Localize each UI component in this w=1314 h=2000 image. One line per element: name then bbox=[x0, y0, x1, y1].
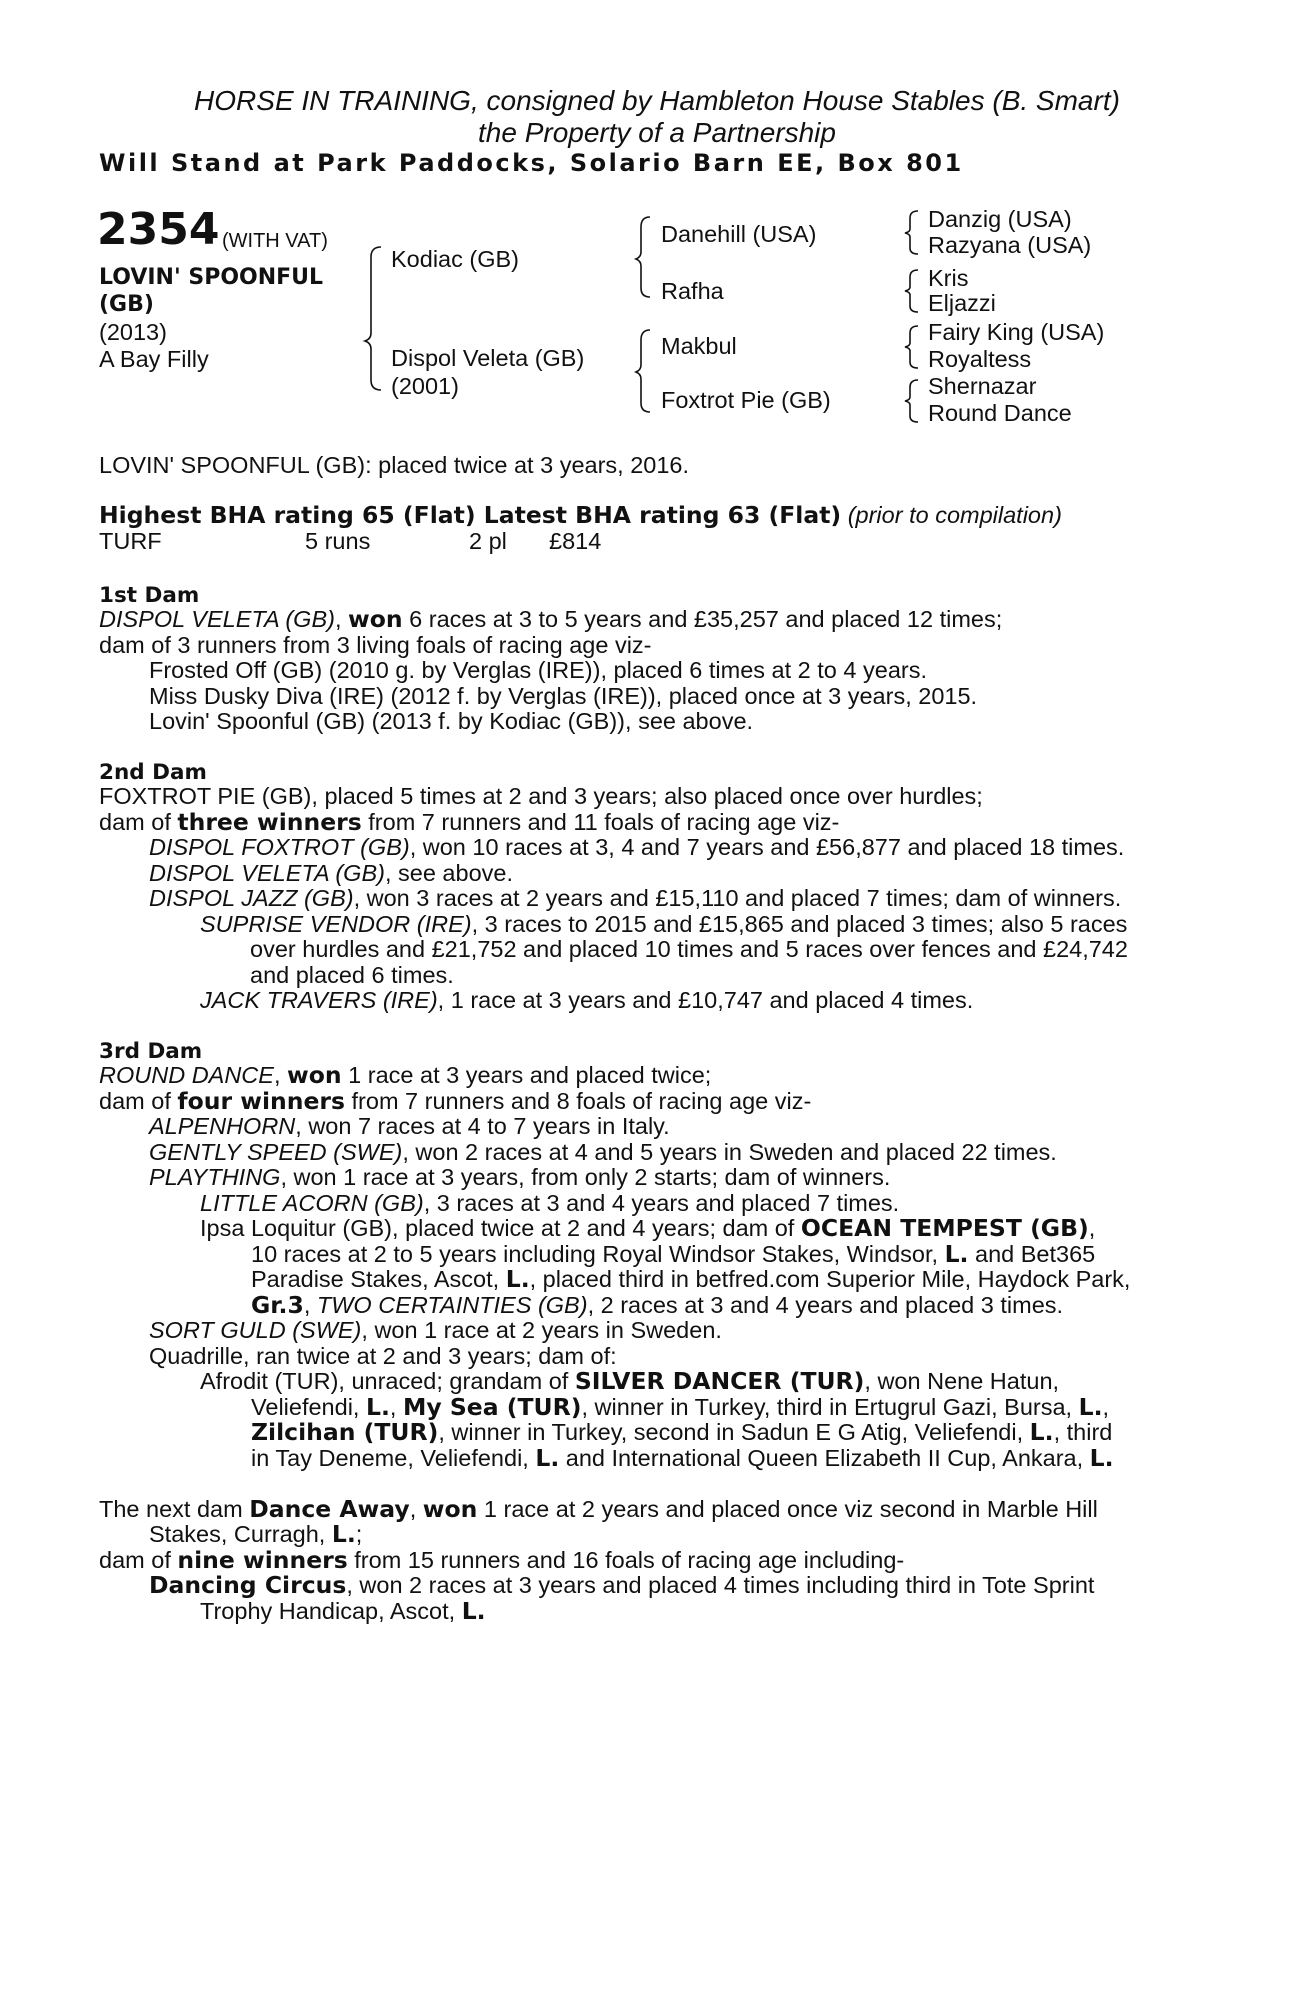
first-dam-foal3: Lovin' Spoonful (GB) (2013 f. by Kodiac (GB)), see above. bbox=[149, 708, 754, 734]
next-dam-line3: dam of nine winners from 15 runners and 16 foals of racing age including- bbox=[99, 1546, 905, 1574]
third-dam-grandfoal2-cont1: 10 races at 2 to 5 years including Royal Windsor Stakes, Windsor, L. and Bet365 bbox=[251, 1240, 1096, 1268]
third-dam-line1: ROUND DANCE, won 1 race at 3 years and placed twice; bbox=[99, 1061, 712, 1089]
bracket-sire-line bbox=[636, 217, 650, 297]
bha-rating bbox=[99, 503, 1062, 529]
turf-placed: 2 pl bbox=[469, 528, 507, 554]
third-dam-foal4: SORT GULD (SWE), won 1 race at 2 years in Sweden. bbox=[149, 1317, 722, 1343]
turf-label: TURF bbox=[99, 528, 162, 554]
pedigree-dam-dam: Foxtrot Pie (GB) bbox=[661, 387, 831, 413]
horse-description: A Bay Filly bbox=[99, 346, 209, 372]
pedigree-g1: Danzig (USA) bbox=[928, 206, 1072, 232]
second-dam-grandfoal1: SUPRISE VENDOR (IRE), 3 races to 2015 and £15,865 and placed 3 times; also 5 races bbox=[200, 911, 1128, 937]
third-dam-grandfoal1: LITTLE ACORN (GB), 3 races at 3 and 4 years and placed 7 times. bbox=[200, 1190, 900, 1216]
bha-rating-note: (prior to compilation) bbox=[847, 502, 1062, 528]
second-dam-grandfoal2: JACK TRAVERS (IRE), 1 race at 3 years and £10,747 and placed 4 times. bbox=[200, 987, 974, 1013]
third-dam-foal3: PLAYTHING, won 1 race at 3 years, from only 2 starts; dam of winners. bbox=[149, 1164, 891, 1190]
next-dam-foal1-cont: Trophy Handicap, Ascot, L. bbox=[200, 1597, 486, 1625]
bracket-g34 bbox=[905, 270, 918, 312]
second-dam-grandfoal1-cont2: and placed 6 times. bbox=[250, 962, 454, 988]
pedigree-sire: Kodiac (GB) bbox=[391, 246, 519, 272]
next-dam-foal1: Dancing Circus, won 2 races at 3 years and placed 4 times including third in Tote Sprint bbox=[149, 1571, 1095, 1599]
next-dam-line1: The next dam Dance Away, won 1 race at 2 years and placed once viz second in Marble Hill bbox=[99, 1495, 1098, 1523]
next-dam-line2: Stakes, Curragh, L.; bbox=[149, 1520, 363, 1548]
horse-name-country: (GB) bbox=[99, 292, 154, 317]
second-dam-foal2: DISPOL VELETA (GB), see above. bbox=[149, 860, 513, 886]
bracket-sire-dam bbox=[365, 247, 381, 390]
horse-name: LOVIN' SPOONFUL bbox=[99, 265, 324, 290]
pedigree-g5: Fairy King (USA) bbox=[928, 319, 1105, 345]
header-location: Will Stand at Park Paddocks, Solario Barn EE, Box 801 bbox=[99, 149, 964, 177]
pedigree-dam-year: (2001) bbox=[391, 373, 459, 399]
bracket-g78 bbox=[905, 380, 918, 422]
second-dam-heading: 2nd Dam bbox=[99, 760, 207, 785]
third-dam-foal5: Quadrille, ran twice at 2 and 3 years; dam of: bbox=[149, 1343, 617, 1369]
third-dam-foal2: GENTLY SPEED (SWE), won 2 races at 4 and 5 years in Sweden and placed 22 times. bbox=[149, 1139, 1057, 1165]
third-dam-grandfoal3: Afrodit (TUR), unraced; grandam of SILVER DANCER (TUR), won Nene Hatun, bbox=[200, 1367, 1060, 1395]
pedigree-sire-dam: Rafha bbox=[661, 278, 724, 304]
third-dam-grandfoal2-cont2: Paradise Stakes, Ascot, L., placed third in betfred.com Superior Mile, Haydock Park, bbox=[251, 1265, 1131, 1293]
first-dam-line1: DISPOL VELETA (GB), won 6 races at 3 to 5 years and £35,257 and placed 12 times; bbox=[99, 605, 1003, 633]
second-dam-line2: dam of three winners from 7 runners and 11 foals of racing age viz- bbox=[99, 808, 840, 836]
third-dam-foal1: ALPENHORN, won 7 races at 4 to 7 years in Italy. bbox=[149, 1113, 670, 1139]
first-dam-heading: 1st Dam bbox=[99, 583, 200, 608]
bracket-g56 bbox=[905, 326, 918, 368]
second-dam-foal3: DISPOL JAZZ (GB), won 3 races at 2 years and £15,110 and placed 7 times; dam of winners. bbox=[149, 885, 1122, 911]
first-dam-foal2: Miss Dusky Diva (IRE) (2012 f. by Verglas (IRE)), placed once at 3 years, 2015. bbox=[149, 683, 978, 709]
pedigree-g8: Round Dance bbox=[928, 400, 1072, 426]
second-dam-grandfoal1-cont1: over hurdles and £21,752 and placed 10 times and 5 races over fences and £24,742 bbox=[250, 936, 1128, 962]
header-property: the Property of a Partnership bbox=[478, 117, 836, 148]
pedigree-g3: Kris bbox=[928, 265, 969, 291]
third-dam-grandfoal3-cont3: in Tay Deneme, Veliefendi, L. and International Queen Elizabeth II Cup, Ankara, L. bbox=[251, 1444, 1114, 1472]
third-dam-grandfoal3-cont2: Zilcihan (TUR), winner in Turkey, second in Sadun E G Atig, Veliefendi, L., third bbox=[251, 1418, 1113, 1446]
pedigree-dam-sire: Makbul bbox=[661, 333, 737, 359]
third-dam-grandfoal3-cont1: Veliefendi, L., My Sea (TUR), winner in Turkey, third in Ertugrul Gazi, Bursa, L., bbox=[251, 1393, 1110, 1421]
pedigree-brackets bbox=[0, 0, 1314, 440]
pedigree-g4: Eljazzi bbox=[928, 290, 996, 316]
bha-rating-values: Highest BHA rating 65 (Flat) Latest BHA rating 63 (Flat) bbox=[99, 501, 842, 529]
third-dam-grandfoal2-cont3: Gr.3, TWO CERTAINTIES (GB), 2 races at 3 and 4 years and placed 3 times. bbox=[251, 1291, 1064, 1319]
lot-number: 2354 bbox=[97, 204, 220, 255]
pedigree-g2: Razyana (USA) bbox=[928, 232, 1092, 258]
third-dam-grandfoal2: Ipsa Loquitur (GB), placed twice at 2 and 4 years; dam of OCEAN TEMPEST (GB), bbox=[200, 1214, 1096, 1242]
lot-vat: (WITH VAT) bbox=[222, 230, 328, 252]
first-dam-line2: dam of 3 runners from 3 living foals of racing age viz- bbox=[99, 632, 652, 658]
first-dam-foal1: Frosted Off (GB) (2010 g. by Verglas (IRE)), placed 6 times at 2 to 4 years. bbox=[149, 657, 928, 683]
pedigree-g6: Royaltess bbox=[928, 346, 1032, 372]
pedigree-dam: Dispol Veleta (GB) bbox=[391, 345, 585, 371]
header-consignor: HORSE IN TRAINING, consigned by Hambleton House Stables (B. Smart) bbox=[194, 85, 1120, 116]
turf-earnings: £814 bbox=[549, 528, 602, 554]
pedigree-sire-sire: Danehill (USA) bbox=[661, 221, 817, 247]
bracket-dam-line bbox=[636, 330, 650, 412]
second-dam-foal1: DISPOL FOXTROT (GB), won 10 races at 3, 4 and 7 years and £56,877 and placed 18 times. bbox=[149, 834, 1125, 860]
third-dam-heading: 3rd Dam bbox=[99, 1039, 203, 1064]
third-dam-line2: dam of four winners from 7 runners and 8 foals of racing age viz- bbox=[99, 1087, 812, 1115]
turf-runs: 5 runs bbox=[305, 528, 371, 554]
second-dam-line1: FOXTROT PIE (GB), placed 5 times at 2 and 3 years; also placed once over hurdles; bbox=[99, 783, 983, 809]
horse-year: (2013) bbox=[99, 319, 167, 345]
pedigree-g7: Shernazar bbox=[928, 373, 1037, 399]
race-summary: LOVIN' SPOONFUL (GB): placed twice at 3 years, 2016. bbox=[99, 452, 690, 478]
bracket-g12 bbox=[905, 211, 918, 254]
